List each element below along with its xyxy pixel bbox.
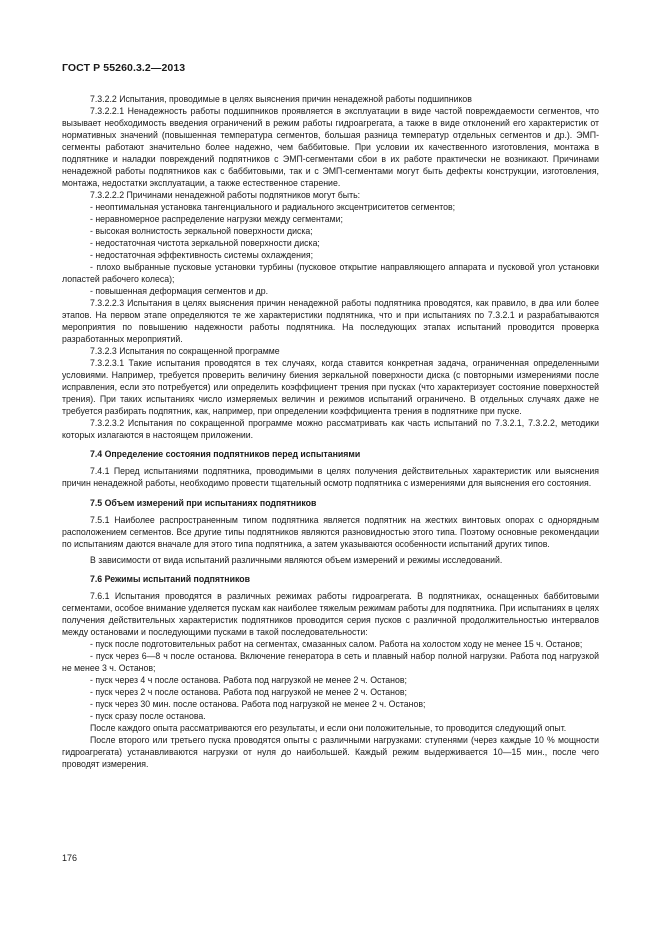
list-item: - пуск после подготовительных работ на сегментах, смазанных салом. Работа на холостом ходу не менее 15 ч. Останов; <box>90 638 583 649</box>
list-item: - повышенная деформация сегментов и др. <box>90 286 269 297</box>
paragraph: 7.3.2.2.2 Причинами ненадежной работы подпятников могут быть: <box>90 190 361 201</box>
section-heading: 7.4 Определение состояния подпятников перед испытаниями <box>90 449 361 460</box>
paragraph: 7.3.2.2 Испытания, проводимые в целях выяснения причин ненадежной работы подшипников <box>90 94 472 104</box>
list-item: - пуск через 30 мин. после останова. Работа под нагрузкой не менее 2 ч. Останов; <box>90 698 426 709</box>
list-item: - пуск через 2 ч после останова. Работа под нагрузкой не менее 2 ч. Останов; <box>90 686 407 697</box>
section-heading: 7.6 Режимы испытаний подпятников <box>90 573 250 584</box>
page-number: 176 <box>62 853 78 863</box>
section-heading: 7.5 Объем измерений при испытаниях подпятников <box>90 497 317 508</box>
document-code: ГОСТ Р 55260.3.2—2013 <box>62 62 186 74</box>
paragraph: 7.3.2.3.1 Такие испытания проводятся в тех случаях, когда ставится конкретная задача, ограниченная определенными условиями. Например, требуется проверить величину биения зеркальной поверхности диска (с повторными измерениями после исправления, если это потребуется) или определить коэффициент трения при пусках (что характеризует состояние поверхностей трения). При таких испытаниях число измеряемых величин и режимов испытаний ограничено. В отдельных случаях даже не требуется разбирать подпятник, как, например, при определении коэффициента трения в подпятнике при пуске. <box>62 358 599 417</box>
list-item: - пуск через 6—8 ч после останова. Включение генератора в сеть и плавный набор полной нагрузки. Работа под нагрузкой не менее 3 ч. Останов; <box>62 650 599 673</box>
list-item: - пуск сразу после останова. <box>90 710 206 721</box>
document-body <box>62 93 599 770</box>
list-item: - неоптимальная установка тангенциального и радиального эксцентриситетов сегментов; <box>90 202 456 213</box>
paragraph: 7.3.2.2.1 Ненадежность работы подшипников проявляется в эксплуатации в виде частой повреждаемости сегментов, что вызывает необходимость введения ограничений в режим работы гидроагрегата, а также в виде отклонений его характеристик от нормативных значений (повышенная температура сегментов, большая разница температур отдельных сегментов и др.). ЭМП-сегменты работают значительно более надежно, чем баббитовые. При условии их качественного изготовления, монтажа в подпятнике и наладки повреждений подпятников с ЭМП-сегментами сбои в их работе практически не возникают. Причинами ненадежной работы подпятников как с баббитовыми, так и с ЭМП-сегментами могут быть дефекты конструкции, изготовления, монтажа, недостатки эксплуатации, а также естественное старение. <box>62 106 599 189</box>
list-item: - пуск через 4 ч после останова. Работа под нагрузкой не менее 2 ч. Останов; <box>90 674 407 685</box>
paragraph: 7.4.1 Перед испытаниями подпятника, проводимыми в целях получения действительных характеристик или выяснения причин ненадежной работы, необходимо провести тщательный осмотр подпятника с измерениями для выяснения его состояния. <box>62 466 599 489</box>
paragraph: 7.6.1 Испытания проводятся в различных режимах работы гидроагрегата. В подпятниках, оснащенных баббитовыми сегментами, особое внимание уделяется пускам как наиболее тяжелым режимам работы для подпятника. При испытаниях в целях получения действительных характеристик подпятников проводится серия пусков с различной продолжительностью интервалов между остановами и последующими пусками в такой последовательности: <box>62 590 599 637</box>
paragraph: В зависимости от вида испытаний различными являются объем измерений и режимы исследований. <box>90 554 503 565</box>
list-item: - недостаточная эффективность системы охлаждения; <box>90 250 314 261</box>
paragraph: 7.5.1 Наиболее распространенным типом подпятника является подпятник на жестких винтовых опорах с однорядным расположением сегментов. Все другие типы подпятников являются разновидностью этого типа. Поэтому основные рекомендации по испытаниям даются вначале для этого типа подпятника, а затем указываются особенности испытаний других типов. <box>62 514 599 549</box>
paragraph: После каждого опыта рассматриваются его результаты, и если они положительные, то проводится следующий опыт. <box>90 722 567 733</box>
list-item: - плохо выбранные пусковые установки турбины (пусковое открытие направляющего аппарата и пусковой угол установки лопастей рабочего колеса); <box>62 262 599 285</box>
paragraph: 7.3.2.3.2 Испытания по сокращенной программе можно рассматривать как часть испытаний по 7.3.2.1, 7.3.2.2, методики которых излагаются в настоящем приложении. <box>62 418 599 441</box>
list-item: - высокая волнистость зеркальной поверхности диска; <box>90 226 313 237</box>
paragraph: После второго или третьего пуска проводятся опыты с различными нагрузками: ступенями (через каждые 10 % мощности гидроагрегата) устанавливаются нагрузки от нуля до наибольшей. Каждый режим выдерживается 10—15 мин., после чего проводят измерения. <box>62 734 599 769</box>
list-item: - неравномерное распределение нагрузки между сегментами; <box>90 214 343 225</box>
paragraph: 7.3.2.2.3 Испытания в целях выяснения причин ненадежной работы подпятника проводятся, как правило, в два или более этапов. На первом этапе определяются те же характеристики подпятника, что и при испытаниях по 7.3.2.1 и разрабатываются мероприятия по повышению надежности работы подпятника. На последующих этапах испытаний проводится проверка разработанных мероприятий. <box>62 298 599 345</box>
paragraph: 7.3.2.3 Испытания по сокращенной программе <box>90 346 280 357</box>
list-item: - недостаточная чистота зеркальной поверхности диска; <box>90 238 320 249</box>
